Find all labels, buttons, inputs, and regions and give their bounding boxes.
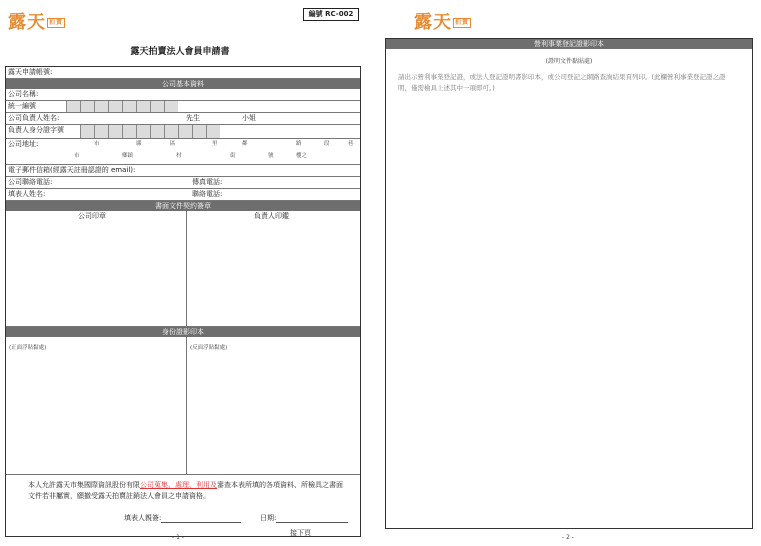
email-label: 電子郵件信箱(經露天註冊認證的 email):	[8, 166, 136, 174]
address-label: 公司地址:	[8, 140, 39, 148]
addr-county: 縣	[136, 141, 142, 147]
signer-line[interactable]	[161, 515, 241, 523]
id-front-label: (正面浮貼黏處)	[9, 345, 47, 351]
fax-label: 傳真電話:	[192, 178, 223, 186]
id-copy-area[interactable]	[6, 337, 360, 475]
addr-floor: 樓之	[296, 153, 308, 159]
application-form-page-1	[5, 66, 361, 537]
logo-text: 露天	[8, 12, 46, 33]
owner-id-field[interactable]	[6, 125, 360, 139]
section-company-header: 公司基本資料	[6, 79, 360, 89]
owner-seal-label: 負責人印鑑	[254, 212, 289, 220]
phone-fax-row[interactable]	[6, 177, 360, 189]
phone-label: 公司聯絡電話:	[8, 178, 53, 186]
next-page-label: 接下頁	[290, 529, 311, 537]
addr-village-2: 村	[176, 153, 182, 159]
addr-city-2: 市	[74, 153, 80, 159]
applicant-account-label: 露天申請帳號:	[8, 68, 53, 76]
filler-row[interactable]	[6, 189, 360, 201]
agreement-pre: 本人允許露天市集國際資訊股份有限	[28, 481, 140, 489]
tax-id-field[interactable]	[6, 101, 360, 113]
addr-street: 街	[230, 153, 236, 159]
addr-district: 區	[170, 141, 176, 147]
document-paste-label: (證明文件黏貼處)	[545, 58, 593, 65]
section-contract-header: 書面文件契約簽章	[6, 201, 360, 211]
page-number-1: - 1 -	[172, 534, 184, 541]
owner-name-field[interactable]	[6, 113, 360, 125]
addr-lane: 巷	[348, 141, 354, 147]
logo-badge: 拍賣	[49, 19, 64, 26]
company-seal-label: 公司印章	[78, 212, 106, 220]
agreement-post: 審查本表所填的各項資料、所檢具之書面文件若非屬實，願撤受露天拍賣註銷法人會員之申請資格。	[28, 481, 343, 500]
addr-number: 號	[268, 153, 274, 159]
applicant-account-field[interactable]	[6, 67, 360, 79]
company-name-label: 公司名稱:	[8, 90, 39, 98]
form-code: 編號 RC-002	[303, 8, 359, 21]
logo-page-2	[414, 8, 471, 34]
logo-badge-2: 拍賣	[455, 19, 470, 26]
logo	[8, 8, 65, 34]
date-label: 日期:	[260, 514, 277, 522]
addr-road: 路	[296, 141, 302, 147]
mr-option[interactable]: 先生	[186, 114, 200, 122]
owner-id-boxes[interactable]	[80, 125, 220, 138]
addr-neighborhood: 鄰	[242, 141, 248, 147]
ms-option[interactable]: 小姐	[242, 114, 256, 122]
signature-field[interactable]	[124, 513, 241, 523]
address-field[interactable]	[6, 139, 360, 165]
date-field[interactable]	[260, 513, 348, 523]
addr-township: 鄉鎮	[122, 153, 134, 159]
filler-name-label: 填表人姓名:	[8, 190, 46, 198]
filler-phone-label: 聯絡電話:	[192, 190, 223, 198]
agreement-red: 公司蒐集、處理、利用及	[140, 481, 217, 489]
page-title: 露天拍賣法人會員申請書	[130, 47, 230, 57]
application-form-page-2	[385, 38, 753, 529]
company-name-field[interactable]	[6, 89, 360, 101]
seal-area[interactable]	[6, 211, 360, 327]
tax-id-boxes[interactable]	[66, 101, 178, 112]
signer-label: 填表人親簽:	[124, 514, 162, 522]
owner-id-label: 負責人身分證字號	[8, 126, 64, 134]
owner-name-label: 公司負責人姓名:	[8, 114, 60, 122]
business-registration-note: 請出示營利事業登記證，或法人登記證明書影印本，或公司登記之網路查詢結果頁列印。(此欄營利事業登記證之證明，僅需檢具上述其中一項即可。)	[398, 73, 726, 92]
addr-section: 段	[324, 141, 330, 147]
logo-text-2: 露天	[414, 12, 452, 33]
agreement-text	[28, 480, 348, 502]
section-id-header: 身份證影印本	[6, 327, 360, 337]
tax-id-label: 統一編號	[8, 102, 36, 110]
id-divider	[186, 337, 187, 475]
id-back-label: (反面浮貼黏處)	[190, 345, 228, 351]
date-line[interactable]	[276, 515, 348, 523]
page-number-2: - 2 -	[562, 534, 574, 541]
addr-village: 里	[212, 141, 218, 147]
seal-divider	[186, 211, 187, 327]
addr-city: 市	[94, 141, 100, 147]
email-field[interactable]	[6, 165, 360, 177]
section-business-registration-header: 營利事業登記證影印本	[386, 39, 752, 49]
